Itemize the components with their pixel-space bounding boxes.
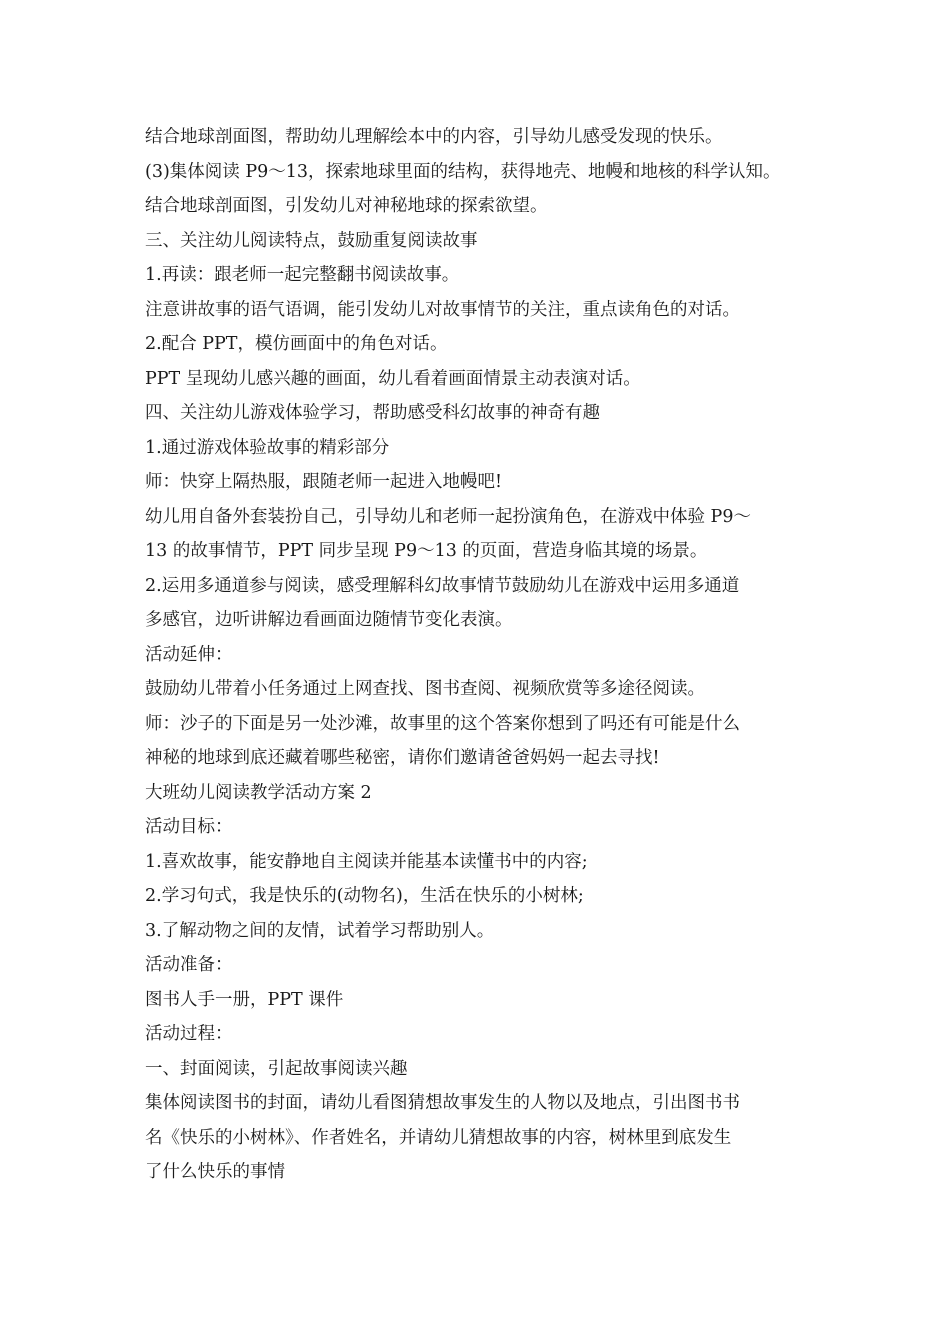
- document-title: 大班幼儿阅读教学活动方案 2: [145, 782, 372, 803]
- text-line: 师：快穿上隔热服，跟随老师一起进入地幔吧!: [145, 472, 503, 492]
- text-line: 13 的故事情节，PPT 同步呈现 P9～13 的页面，营造身临其境的场景。: [145, 541, 708, 561]
- text-line: 2.配合 PPT，模仿画面中的角色对话。: [145, 334, 448, 354]
- text-line: 注意讲故事的语气语调，能引发幼儿对故事情节的关注，重点读角色的对话。: [145, 299, 740, 320]
- text-line: 集体阅读图书的封面，请幼儿看图猜想故事发生的人物以及地点，引出图书书: [145, 1093, 740, 1113]
- text-line: 名《快乐的小树林》、作者姓名，并请幼儿猜想故事的内容，树林里到底发生: [145, 1127, 732, 1148]
- text-line: 1.通过游戏体验故事的精彩部分: [145, 437, 390, 458]
- text-line: 师：沙子的下面是另一处沙滩，故事里的这个答案你想到了吗还有可能是什么: [145, 713, 740, 734]
- text-line: 2.学习句式，我是快乐的(动物名)，生活在快乐的小树林;: [145, 886, 584, 906]
- text-line: 1.再读：跟老师一起完整翻书阅读故事。: [145, 265, 460, 285]
- section-heading: 活动准备：: [145, 955, 233, 975]
- text-line: 结合地球剖面图，帮助幼儿理解绘本中的内容，引导幼儿感受发现的快乐。: [145, 127, 723, 147]
- text-line: 了什么快乐的事情: [145, 1162, 285, 1182]
- text-line: 图书人手一册，PPT 课件: [145, 989, 344, 1010]
- text-line: PPT 呈现幼儿感兴趣的画面，幼儿看着画面情景主动表演对话。: [145, 368, 641, 389]
- section-heading: 活动过程：: [145, 1024, 233, 1044]
- text-line: 2.运用多通道参与阅读，感受理解科幻故事情节鼓励幼儿在游戏中运用多通道: [145, 575, 740, 596]
- text-line: 3.了解动物之间的友情，试着学习帮助别人。: [145, 920, 495, 941]
- text-line: 1.喜欢故事，能安静地自主阅读并能基本读懂书中的内容;: [145, 851, 588, 872]
- section-heading: 四、关注幼儿游戏体验学习，帮助感受科幻故事的神奇有趣: [145, 403, 600, 423]
- text-line: 结合地球剖面图，引发幼儿对神秘地球的探索欲望。: [145, 196, 548, 216]
- section-heading: 活动延伸：: [145, 644, 233, 665]
- text-line: 神秘的地球到底还藏着哪些秘密，请你们邀请爸爸妈妈一起去寻找!: [145, 748, 660, 768]
- section-heading: 活动目标：: [145, 817, 233, 837]
- document-body: [145, 120, 825, 1190]
- text-line: (3)集体阅读 P9～13，探索地球里面的结构，获得地壳、地幔和地核的科学认知。: [145, 161, 781, 182]
- section-heading: 一、封面阅读，引起故事阅读兴趣: [145, 1058, 408, 1079]
- text-line: 鼓励幼儿带着小任务通过上网查找、图书查阅、视频欣赏等多途径阅读。: [145, 679, 705, 699]
- text-line: 幼儿用自备外套装扮自己，引导幼儿和老师一起扮演角色，在游戏中体验 P9～: [145, 506, 751, 527]
- section-heading: 三、关注幼儿阅读特点，鼓励重复阅读故事: [145, 230, 478, 251]
- text-line: 多感官，边听讲解边看画面边随情节变化表演。: [145, 610, 513, 630]
